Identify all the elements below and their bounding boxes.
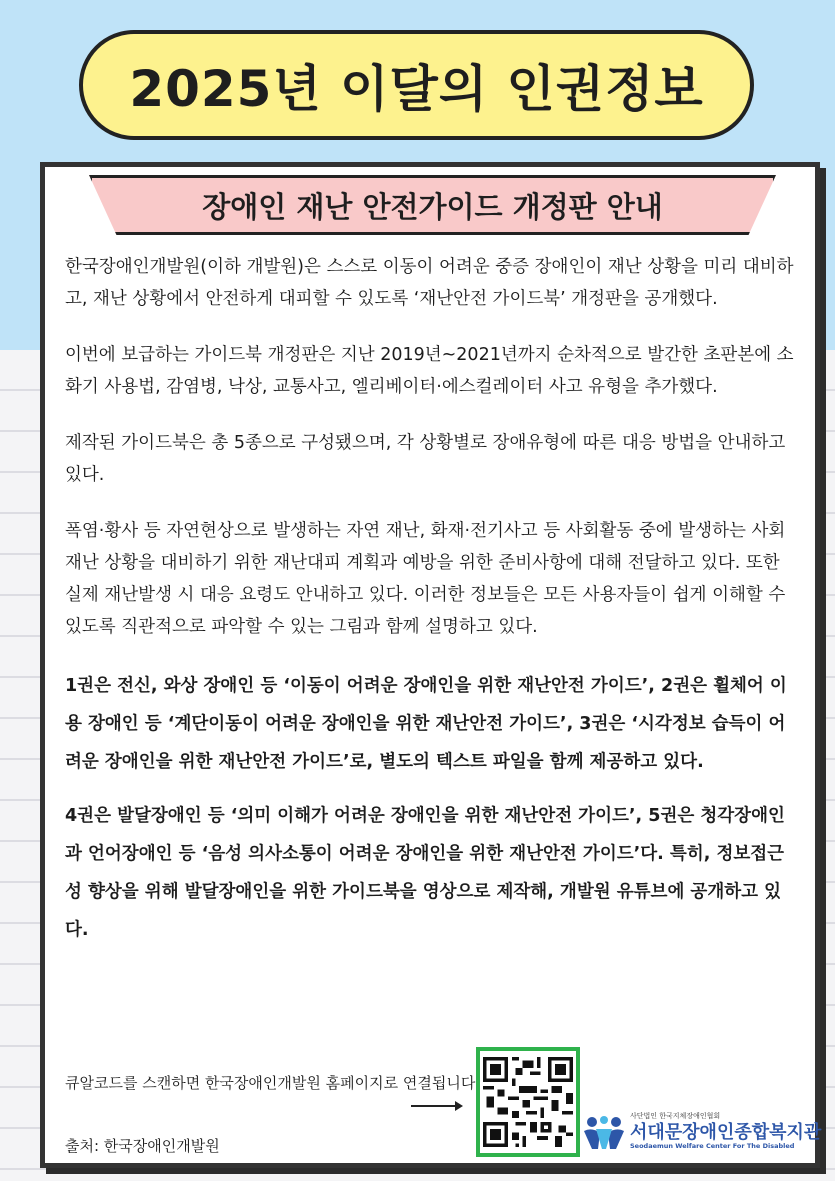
qr-note: 큐알코드를 스캔하면 한국장애인개발원 홈페이지로 연결됩니다 xyxy=(65,1074,476,1092)
logo-org-text: 사단법인 한국지체장애인협회 xyxy=(630,1112,721,1120)
qr-code-icon xyxy=(483,1057,573,1147)
paragraph-4: 폭염·황사 등 자연현상으로 발생하는 자연 재난, 화재·전기사고 등 사회활동 중에 발생하는 사회 재난 상황을 대비하기 위한 재난대피 계획과 예방을 위한 준비사항에 대해 전달하고 있다. 또한 실제 재난발생 시 대응 요령도 안내하고 있다. 이러한 정보들은 모든 사용자들이 쉽게 이해할 수 있도록 직관적으로 파악할 수 있는 그림과 함께 설명하고 있다. xyxy=(65,521,786,637)
paragraph-1: 한국장애인개발원(이하 개발원)은 스스로 이동이 어려운 중증 장애인이 재난 상황을 미리 대비하고, 재난 상황에서 안전하게 대피할 수 있도록 ‘재난안전 가이드북’ 개정판을 공개했다. xyxy=(65,257,794,309)
logo-name: 서대문장애인종합복지관 xyxy=(630,1122,822,1143)
arrow-right-icon xyxy=(411,1099,463,1113)
subtitle: 장애인 재난 안전가이드 개정판 안내 xyxy=(202,189,663,224)
qr-code[interactable] xyxy=(476,1047,580,1157)
paragraph-6: 4권은 발달장애인 등 ‘의미 이해가 어려운 장애인을 위한 재난안전 가이드’, 5권은 청각장애인과 언어장애인 등 ‘음성 의사소통이 어려운 장애인을 위한 재난안전 가이드’다. 특히, 정보접근성 향상을 위해 발달장애인을 위한 가이드북을 영상으로 제작해, 개발원 유튜브에 공개하고 있다. xyxy=(65,806,785,940)
page-title: 2025년 이달의 인권정보 xyxy=(129,60,704,118)
paragraph-2: 이번에 보급하는 가이드북 개정판은 지난 2019년~2021년까지 순차적으로 발간한 초판본에 소화기 사용법, 감염병, 낙상, 교통사고, 엘리베이터·에스컬레이터 사고 유형을 추가했다. xyxy=(65,345,794,397)
paragraph-3: 제작된 가이드북은 총 5종으로 구성됐으며, 각 상황별로 장애유형에 따른 대응 방법을 안내하고 있다. xyxy=(65,433,786,485)
paragraph-5: 1권은 전신, 와상 장애인 등 ‘이동이 어려운 장애인을 위한 재난안전 가이드’, 2권은 휠체어 이용 장애인 등 ‘계단이동이 어려운 장애인을 위한 재난안전 가이드’, 3권은 ‘시각정보 습득이 어려운 장애인을 위한 재난안전 가이드’로, 별도의 텍스트 파일을 함께 제공하고 있다. xyxy=(65,676,787,772)
source-credit: 출처: 한국장애인개발원 xyxy=(65,1137,220,1155)
welfare-center-logo xyxy=(582,1111,822,1157)
info-card xyxy=(40,162,820,1168)
logo-english-name: Seodaemun Welfare Center For The Disabled xyxy=(630,1142,795,1150)
title-banner xyxy=(79,30,754,140)
article-body xyxy=(65,251,795,965)
people-logo-icon xyxy=(582,1115,626,1151)
subtitle-ribbon-label-wrap xyxy=(89,175,776,235)
